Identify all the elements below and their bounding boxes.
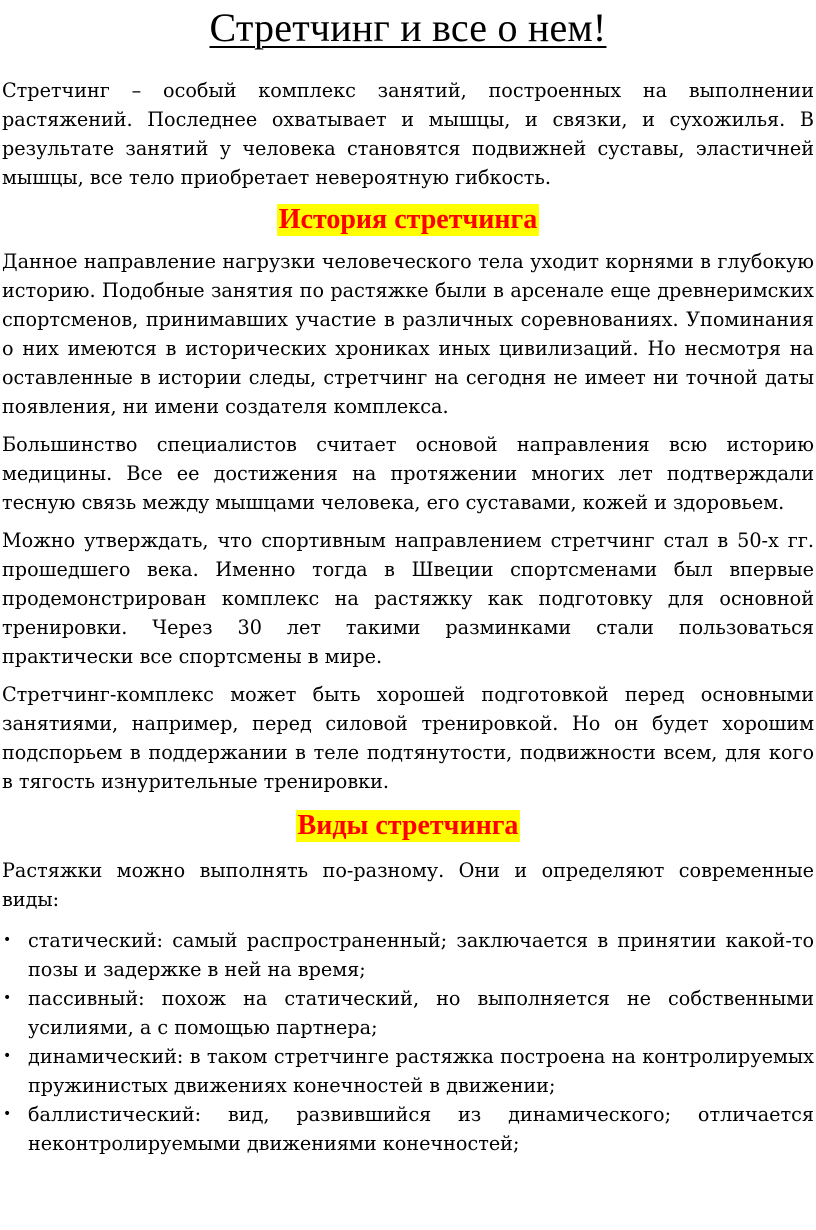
list-item <box>2 926 814 984</box>
types-heading-wrap <box>2 810 814 842</box>
bullet-icon: • <box>3 932 12 948</box>
list-item <box>2 1100 814 1158</box>
types-heading: Виды стретчинга <box>297 810 519 841</box>
bullet-icon: • <box>3 1106 12 1122</box>
history-paragraph-2: Большинство специалистов считает основой направления всю историю медицины. Все ее достижения на протяжении многих лет подтверждали тесную связь между мышцами человека, его суставами, кожей и здоровьем. <box>2 433 814 514</box>
intro-paragraph: Стретчинг – особый комплекс занятий, построенных на выполнении растяжений. Последнее охватывает и мышцы, и связки, и сухожилья. В результате занятий у человека становятся подвижней суставы, эластичней мышцы, все тело приобретает невероятную гибкость. <box>2 79 814 189</box>
list-item <box>2 1042 814 1100</box>
bullet-icon: • <box>3 990 12 1006</box>
types-list <box>2 926 814 1158</box>
bullet-icon: • <box>3 1048 12 1064</box>
history-heading: История стретчинга <box>278 204 538 235</box>
history-paragraph-4: Стретчинг-комплекс может быть хорошей подготовкой перед основными занятиями, например, перед силовой тренировкой. Но он будет хорошим подспорьем в поддержании в теле подтянутости, подвижности всем, для кого в тягость изнурительные тренировки. <box>2 683 814 793</box>
list-item-text: динамический: в таком стретчинге растяжка построена на контролируемых пружинистых движениях конечностей в движении; <box>28 1045 814 1097</box>
list-item <box>2 984 814 1042</box>
history-paragraph-1: Данное направление нагрузки человеческого тела уходит корнями в глубокую историю. Подобные занятия по растяжке были в арсенале еще древнеримских спортсменов, принимавших участие в различных соревнованиях. Упоминания о них имеются в исторических хрониках иных цивилизаций. Но несмотря на оставленные в истории следы, стретчинг на сегодня не имеет ни точной даты появления, ни имени создателя комплекса. <box>2 250 814 418</box>
history-paragraph-3: Можно утверждать, что спортивным направлением стретчинг стал в 50-х гг. прошедшего века. Именно тогда в Швеции спортсменами был впервые продемонстрирован комплекс на растяжку как подготовку для основной тренировки. Через 30 лет такими разминками стали пользоваться практически все спортсмены в мире. <box>2 529 814 668</box>
list-item-text: пассивный: похож на статический, но выполняется не собственными усилиями, а с помощью партнера; <box>28 987 814 1039</box>
history-heading-wrap <box>2 204 814 236</box>
list-item-text: баллистический: вид, развившийся из динамического; отличается неконтролируемыми движениями конечностей; <box>28 1103 814 1155</box>
page-title: Стретчинг и все о нем! <box>209 5 607 50</box>
list-item-text: статический: самый распространенный; заключается в принятии какой-то позы и задержке в ней на время; <box>28 929 814 981</box>
types-intro: Растяжки можно выполнять по-разному. Они и определяют современные виды: <box>2 859 814 911</box>
